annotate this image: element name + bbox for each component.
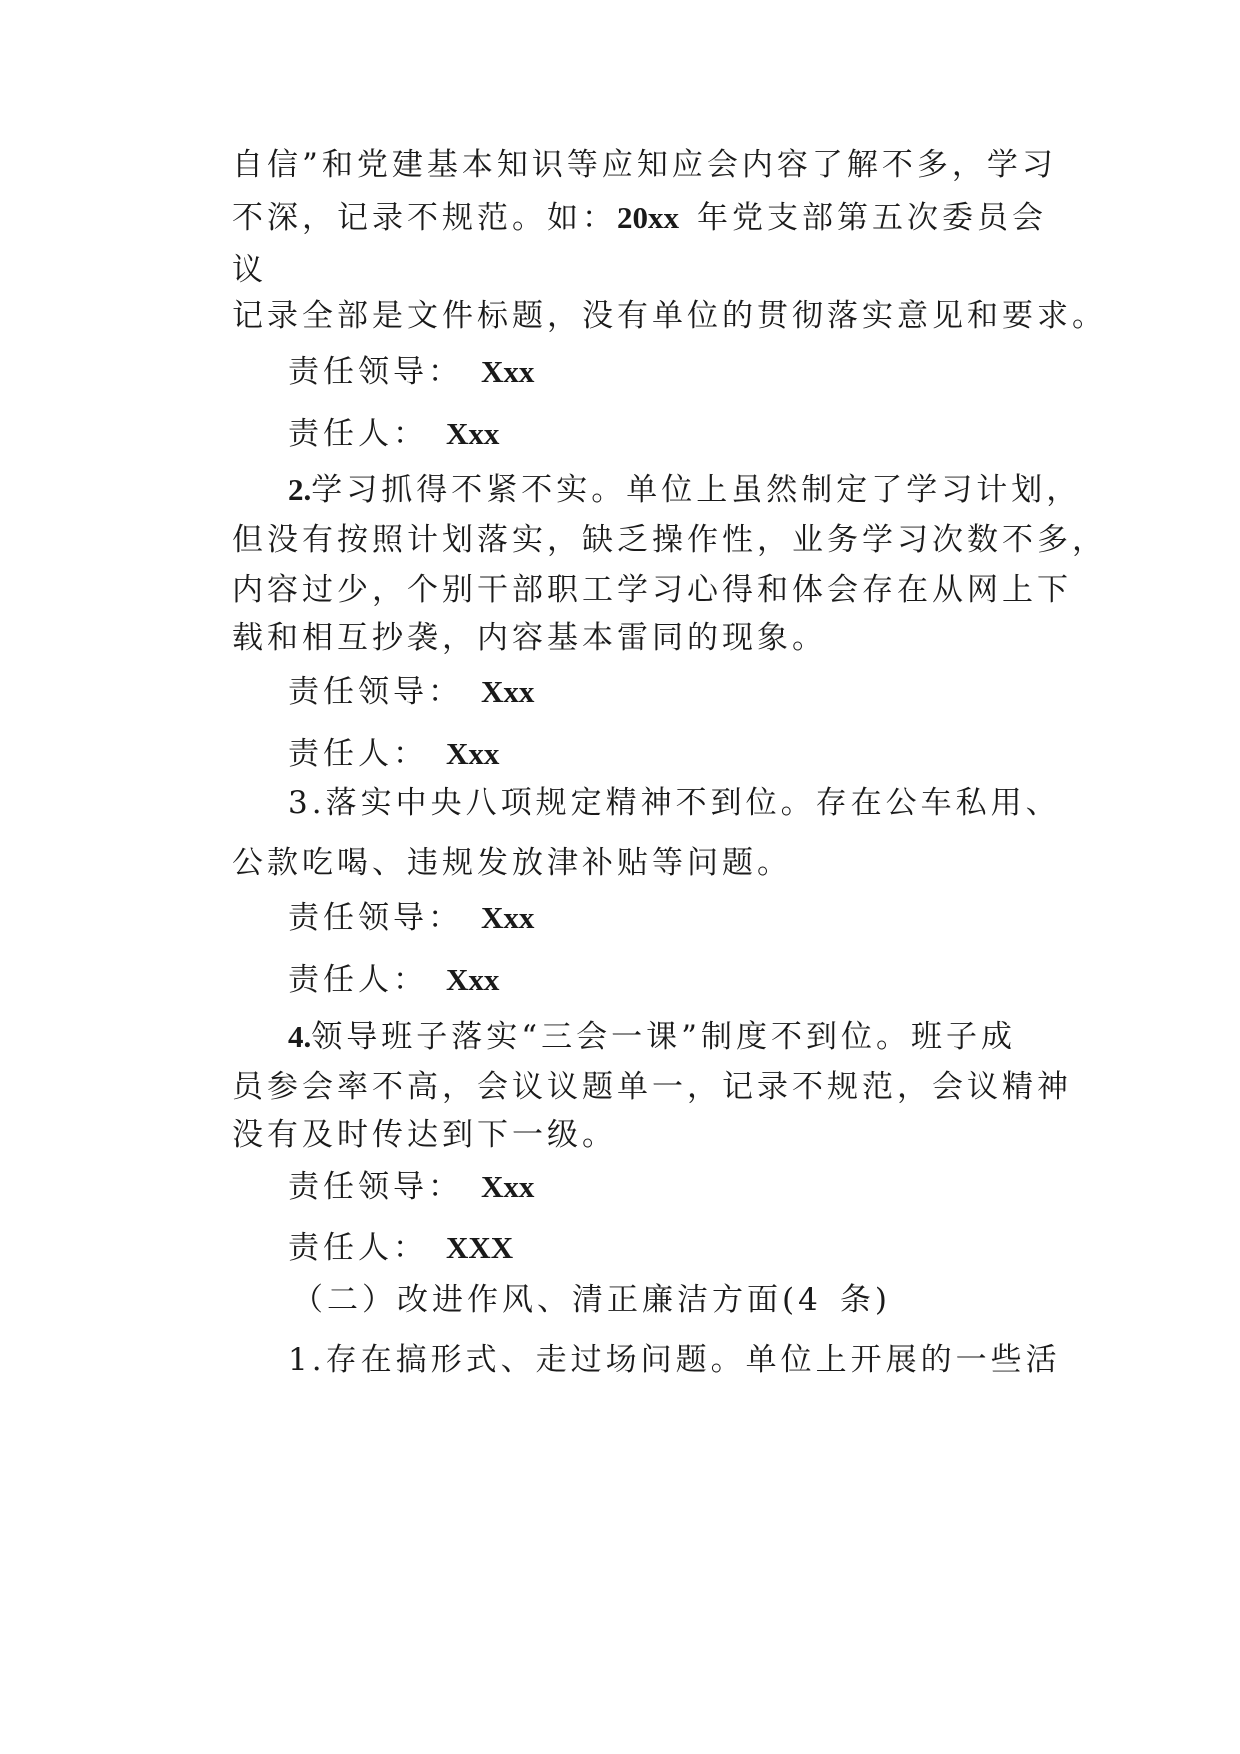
responsible-leader-line: 责任领导： Xxx [288, 674, 535, 710]
item-3-line: 3.落实中央八项规定精神不到位。存在公车私用、 [288, 785, 1061, 821]
item-2-line: 但没有按照计划落实，缺乏操作性，业务学习次数不多， [232, 522, 1107, 558]
item-4-line: 员参会率不高，会议议题单一，记录不规范，会议精神 [232, 1069, 1072, 1105]
paragraph-line: 不深，记录不规范。如：20xx 年党支部第五次委员会 [232, 200, 1047, 236]
responsible-leader-line: 责任领导： Xxx [288, 900, 535, 936]
item-2-line: 内容过少，个别干部职工学习心得和体会存在从网上下 [232, 572, 1072, 608]
year-text: 20xx [617, 200, 679, 235]
paragraph-line: 记录全部是文件标题，没有单位的贯彻落实意见和要求。 [232, 298, 1107, 334]
responsible-person-line: 责任人： Xxx [288, 416, 500, 452]
item-3-line: 公款吃喝、违规发放津补贴等问题。 [232, 845, 792, 881]
responsible-leader-line: 责任领导： Xxx [288, 354, 535, 390]
responsible-leader-line: 责任领导： Xxx [288, 1169, 535, 1205]
section-heading: （二）改进作风、清正廉洁方面(4 条) [292, 1282, 891, 1318]
responsible-person-line: 责任人： Xxx [288, 736, 500, 772]
item-2-line: 2.学习抓得不紧不实。单位上虽然制定了学习计划， [288, 472, 1082, 508]
item-1-line: 1.存在搞形式、走过场问题。单位上开展的一些活 [288, 1342, 1061, 1378]
paragraph-line: 议 [232, 252, 267, 288]
item-4-line: 没有及时传达到下一级。 [232, 1117, 617, 1153]
responsible-person-line: 责任人： XXX [288, 1230, 514, 1266]
paragraph-line: 自信”和党建基本知识等应知应会内容了解不多，学习 [232, 147, 1057, 183]
item-2-line: 载和相互抄袭，内容基本雷同的现象。 [232, 620, 827, 656]
responsible-person-line: 责任人： Xxx [288, 962, 500, 998]
item-4-line: 4.领导班子落实“三会一课”制度不到位。班子成 [288, 1019, 1016, 1055]
